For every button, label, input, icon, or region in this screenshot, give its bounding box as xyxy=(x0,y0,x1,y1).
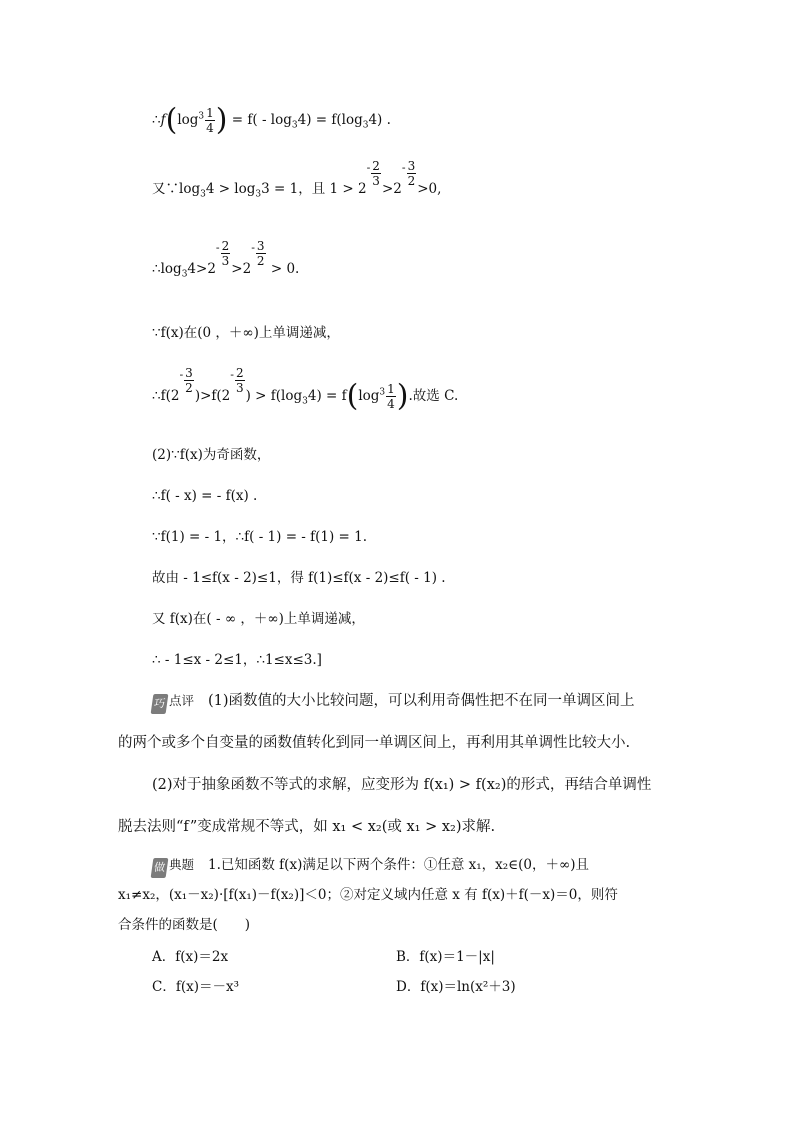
option-c: C．f(x)＝－x³ xyxy=(152,979,239,995)
option-d: D．f(x)＝ln(x²＋3) xyxy=(396,979,516,995)
option-b: B．f(x)＝1－|x| xyxy=(396,949,495,965)
solution-line-8: ∵f(1) = - 1，∴f( - 1) = - f(1) = 1. xyxy=(152,529,368,545)
solution-line-3: $\therefore\log_34>2$ - $\frac{2}{3}$ >2 - $\frac{3}{2}$ > 0. xyxy=(152,239,300,280)
solution-line-1: $\therefore f(\log^3$ $\frac{1}{4}$ ) = $f( - \log_34) = f(\log_34)$ . xyxy=(152,102,391,138)
option-a: A．f(x)＝2x xyxy=(152,949,229,965)
solution-line-4: ∵f(x)在(0 ，＋∞)上单调递减， xyxy=(152,325,340,341)
problem-line-3: 合条件的函数是( ) xyxy=(118,917,251,933)
problem-tag-icon: 做 xyxy=(151,858,169,878)
problem-line-1: 做 典题 1.已知函数 f(x)满足以下两个条件：①任意 x₁，x₂∈(0，＋∞)且 xyxy=(152,856,589,876)
solution-line-6: (2)∵f(x)为奇函数， xyxy=(152,447,271,463)
problem-tag-label: 典题 xyxy=(169,857,195,872)
review-tag-icon: 巧 xyxy=(151,694,169,714)
solution-line-10: 又 f(x)在( - ∞ ，＋∞)上单调递减， xyxy=(152,611,365,627)
problem-line-2: x₁≠x₂，(x₁－x₂)·[f(x₁)－f(x₂)]＜0；②对定义域内任意 x 有 f(x)＋f(－x)＝0，则符 xyxy=(118,887,618,903)
solution-line-7: ∴f( - x) = - f(x) . xyxy=(152,488,258,504)
review-para-1b: 的两个或多个自变量的函数值转化到同一单调区间上，再利用其单调性比较大小. xyxy=(118,735,631,751)
solution-line-9: 故由 - 1≤f(x - 2)≤1，得 f(1)≤f(x - 2)≤f( - 1) . xyxy=(152,570,446,586)
review-tag-label: 点评 xyxy=(169,693,195,708)
solution-line-11: ∴ - 1≤x - 2≤1，∴1≤x≤3.] xyxy=(152,652,322,668)
solution-line-2: 又$\because\log_34 > \log_33 = 1$，且 1 > 2 - $\frac{2}{3}$ >2 - $\frac{3}{2}$ >0, xyxy=(152,159,442,200)
review-para-1: 巧 点评 (1)函数值的大小比较问题，可以利用奇偶性把不在同一单调区间上 xyxy=(152,692,635,712)
solution-line-5: ∴f(2 - $\frac{3}{2}$ )>f(2 - $\frac{2}{3}$ ) > $f(\log_34) = f(\log^3$ $\frac{1}{4}$ ).故选 C. xyxy=(152,366,459,414)
review-para-2: (2)对于抽象函数不等式的求解，应变形为 f(x₁) > f(x₂)的形式，再结合单调性 xyxy=(152,777,652,793)
review-para-2b: 脱去法则“f”变成常规不等式，如 x₁ < x₂(或 x₁ > x₂)求解. xyxy=(118,819,496,835)
